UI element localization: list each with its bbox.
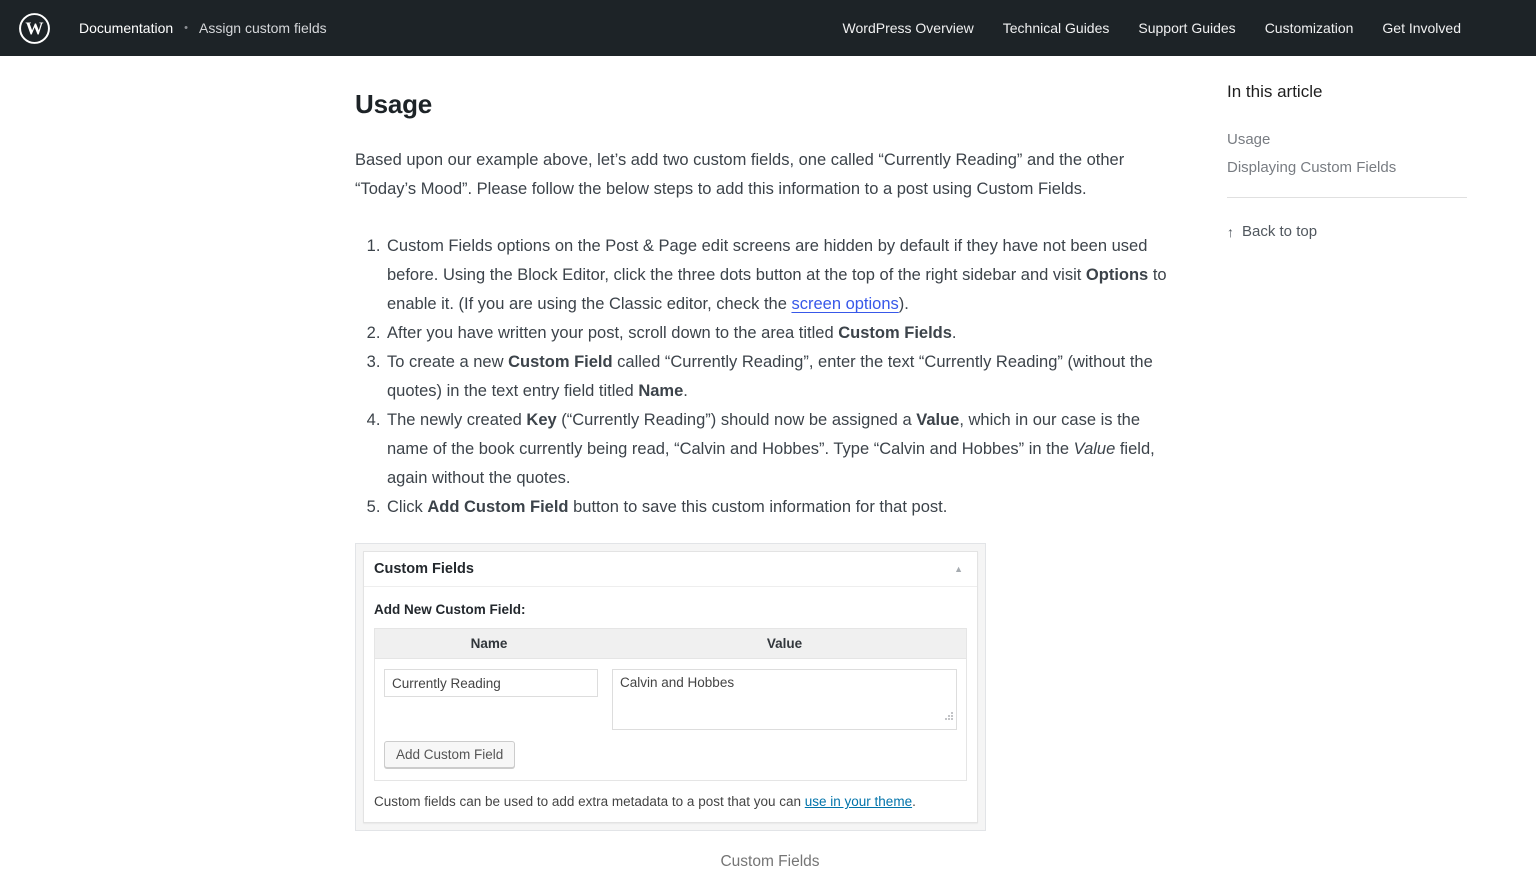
custom-fields-metabox: [363, 551, 978, 823]
column-header-name: Name: [470, 636, 508, 651]
name-input[interactable]: [384, 669, 598, 697]
top-header: [0, 0, 1536, 56]
figure-caption: Custom Fields: [720, 853, 820, 870]
in-this-article-sidebar: [1227, 56, 1467, 242]
value-field-wrap: [612, 669, 957, 730]
step-item-5: 5. Click Add Custom Field button to save this custom information for that post.: [385, 493, 1185, 522]
back-to-top-label: Back to top: [1242, 223, 1318, 240]
wordpress-logo-icon[interactable]: [18, 12, 51, 45]
metabox-header: [364, 552, 977, 587]
toc-link-displaying-custom-fields[interactable]: Displaying Custom Fields: [1227, 159, 1397, 176]
toc-divider: [1227, 197, 1467, 198]
svg-text:W: W: [25, 18, 44, 39]
table-entry-row: [375, 659, 966, 730]
step-item-1: 1. Custom Fields options on the Post & Page edit screens are hidden by default if they have not been used before. Using the Block Editor, click the three dots button at the top of the right sidebar and visit Options to enable it. (If you are using the Classic editor, check the screen options).: [385, 232, 1185, 319]
up-arrow-icon: ↑: [1227, 223, 1234, 240]
collapse-triangle-icon[interactable]: ▲: [954, 563, 963, 574]
resize-grip-icon[interactable]: [943, 708, 954, 726]
nav-get-involved[interactable]: Get Involved: [1382, 20, 1461, 36]
intro-paragraph: Based upon our example above, let’s add two custom fields, one called “Currently Reading” and the other “Today’s Mood”. Please follow the below steps to add this information to a post using Custom Fields.: [355, 151, 1125, 198]
breadcrumb: [79, 20, 327, 36]
back-to-top-link[interactable]: [1227, 223, 1317, 240]
section-heading-usage: Usage: [355, 89, 433, 119]
step-item-3: 3. To create a new Custom Field called “Currently Reading”, enter the text “Currently Reading” (without the quotes) in the text entry field titled Name.: [385, 348, 1185, 406]
top-nav: [843, 20, 1461, 36]
nav-wordpress-overview[interactable]: WordPress Overview: [842, 20, 974, 36]
toc-links: [1227, 131, 1467, 176]
custom-fields-table: [374, 628, 967, 781]
page-body: [0, 56, 1536, 871]
breadcrumb-current-page: Assign custom fields: [199, 20, 327, 36]
toc-link-usage[interactable]: Usage: [1227, 131, 1271, 148]
brand-area: [18, 12, 327, 45]
nav-technical-guides[interactable]: Technical Guides: [1002, 20, 1110, 36]
steps-list: [355, 232, 1185, 522]
toc-title: In this article: [1227, 82, 1323, 101]
column-header-value: Value: [766, 636, 803, 651]
metabox-body: [364, 587, 977, 822]
metabox-footer-text: Custom fields can be used to add extra metadata to a post that you can use in your theme.: [374, 794, 916, 809]
nav-customization[interactable]: Customization: [1264, 20, 1354, 36]
add-custom-field-button[interactable]: Add Custom Field: [384, 741, 515, 768]
use-in-your-theme-link[interactable]: use in your theme: [804, 794, 913, 809]
article: [355, 56, 1185, 871]
nav-support-guides[interactable]: Support Guides: [1138, 20, 1236, 36]
value-textarea[interactable]: [612, 669, 957, 730]
add-new-custom-field-label: Add New Custom Field:: [374, 602, 526, 617]
custom-fields-screenshot: [355, 543, 1185, 871]
screen-options-link[interactable]: screen options: [791, 295, 899, 313]
table-header-row: [375, 629, 966, 659]
screenshot-frame: [355, 543, 986, 831]
step-item-4: 4. The newly created Key (“Currently Reading”) should now be assigned a Value, which in our case is the name of the book currently being read, “Calvin and Hobbes”. Type “Calvin and Hobbes” in the Value field, again without the quotes.: [385, 406, 1185, 493]
breadcrumb-separator: •: [184, 22, 189, 34]
metabox-title: Custom Fields: [374, 561, 474, 577]
breadcrumb-root-link[interactable]: Documentation: [79, 20, 174, 36]
step-item-2: 2. After you have written your post, scroll down to the area titled Custom Fields.: [385, 319, 1185, 348]
